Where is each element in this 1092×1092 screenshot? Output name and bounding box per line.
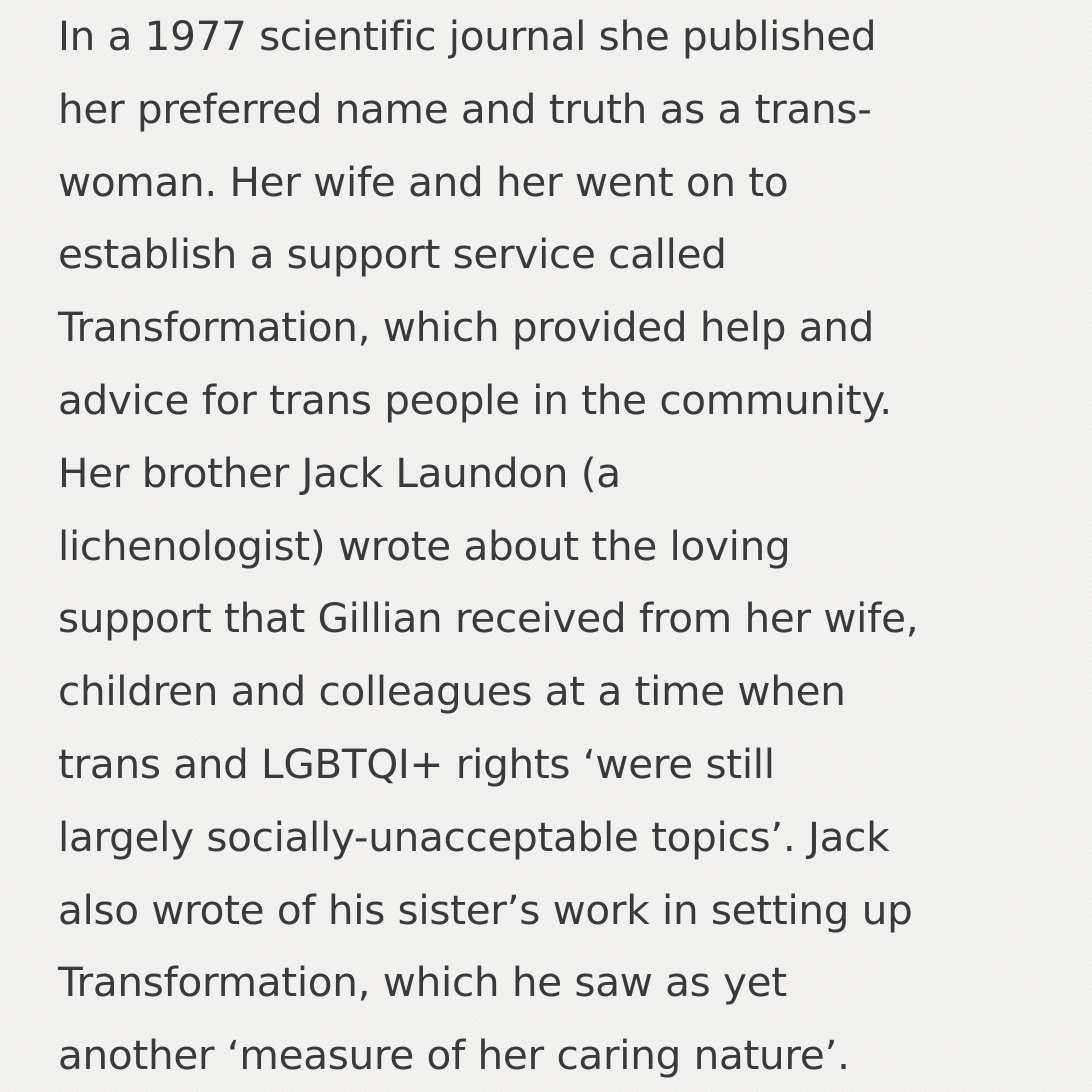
note-line: trans and LGBTQI+ rights ‘were still	[58, 739, 775, 788]
note-line: Her brother Jack Laundon (a	[58, 448, 621, 497]
note-line: her preferred name and truth as a trans-	[58, 84, 872, 133]
note-line: establish a support service called	[58, 230, 727, 279]
note-line: children and colleagues at a time when	[58, 667, 846, 716]
note-line: largely socially-unacceptable topics’. Jack	[58, 812, 890, 861]
note-line: lichenologist) wrote about the loving	[58, 521, 791, 570]
note-line: Transformation, which provided help and	[58, 303, 875, 352]
note-line: another ‘measure of her caring nature’.	[58, 1031, 850, 1080]
note-line: In a 1977 scientific journal she published	[58, 12, 877, 60]
note-line: advice for trans people in the community.	[58, 375, 892, 424]
note-body	[58, 0, 1078, 1092]
note-line: Transformation, which he saw as yet	[58, 958, 787, 1007]
note-line: woman. Her wife and her went on to	[58, 157, 789, 206]
note-line: also wrote of his sister’s work in setting up	[58, 885, 913, 934]
note-line: support that Gillian received from her wife,	[58, 594, 919, 643]
